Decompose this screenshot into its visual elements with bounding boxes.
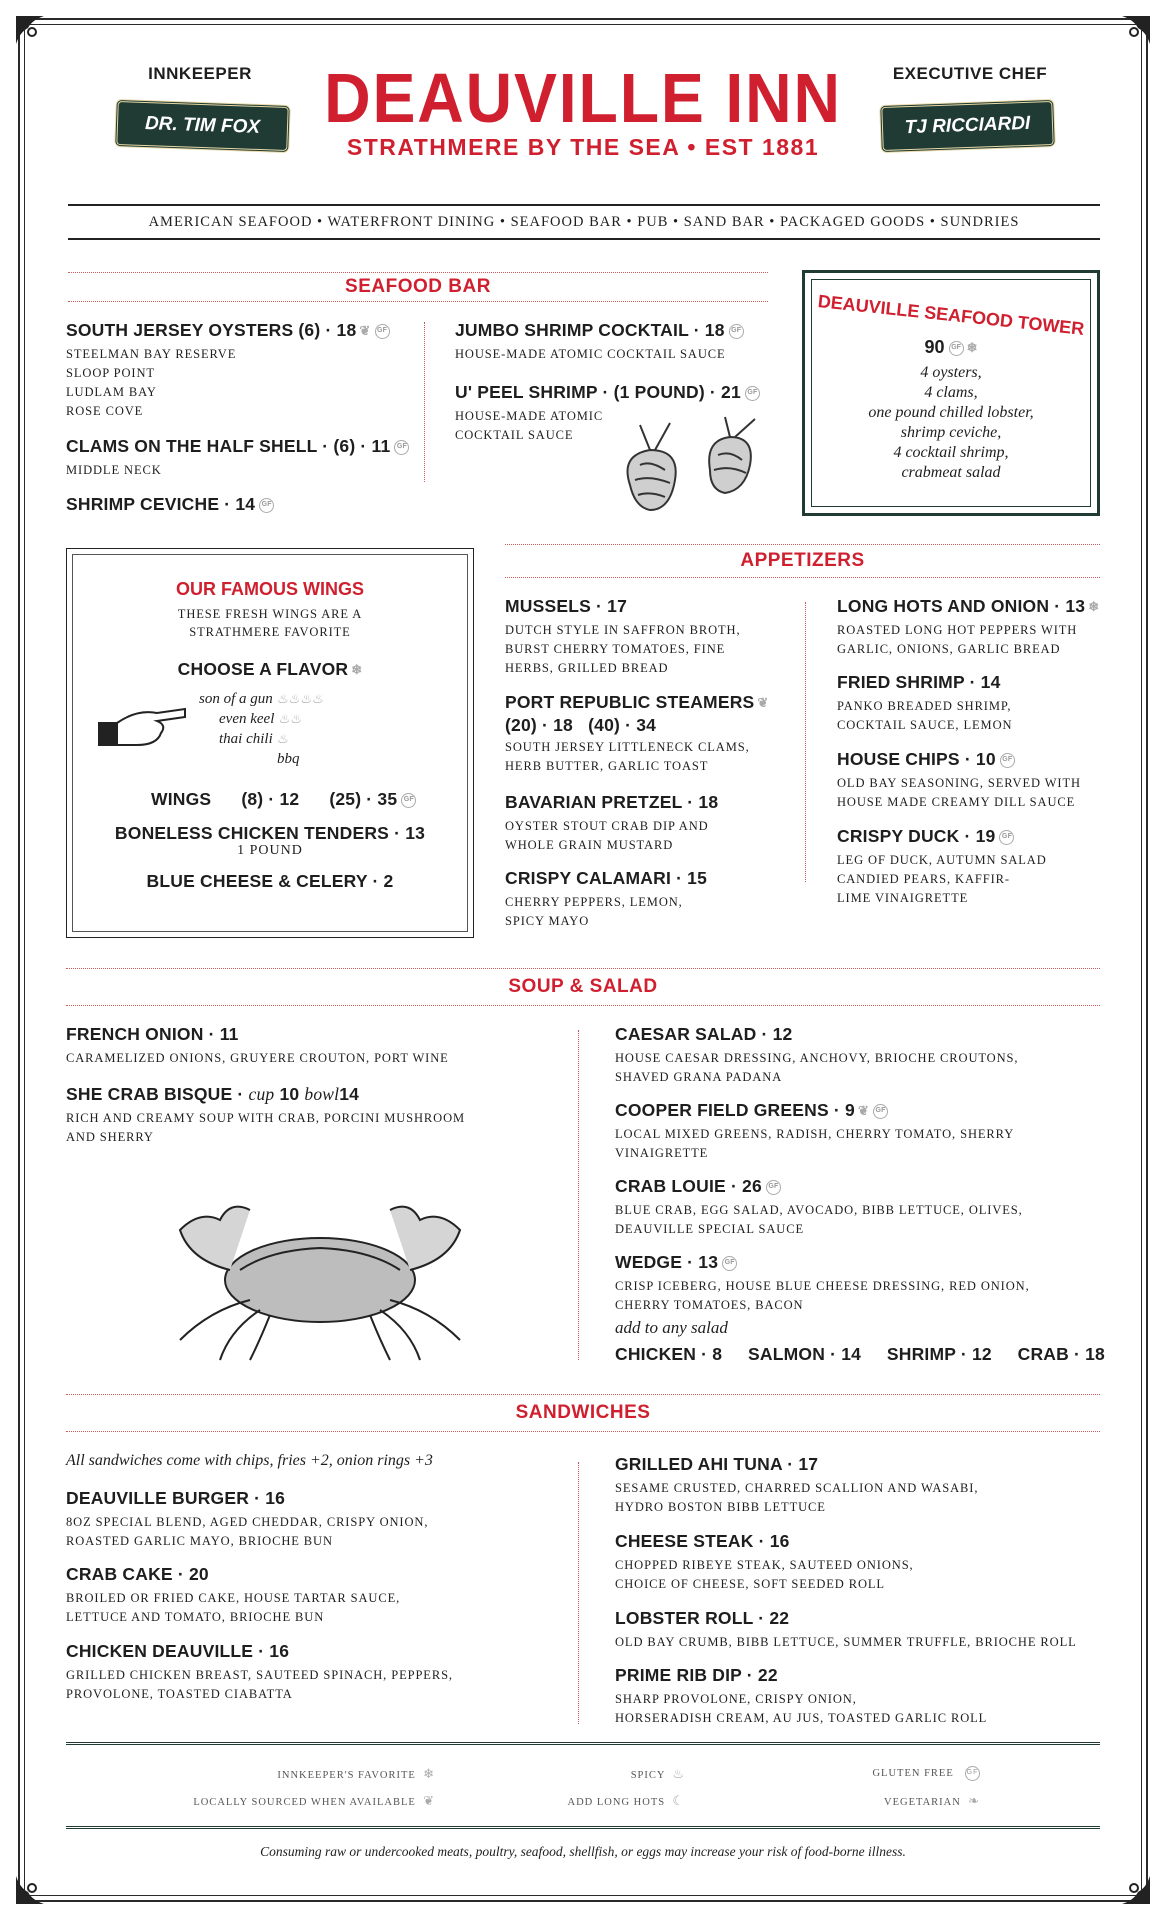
item-title: SHE CRAB BISQUE · [66, 1084, 244, 1104]
item-description: BROILED OR FRIED CAKE, HOUSE TARTAR SAUCE, [66, 1591, 401, 1605]
item-title: CHEESE STEAK · 16 [615, 1531, 790, 1551]
item-title: U' PEEL SHRIMP · (1 POUND) · 21 [455, 382, 741, 402]
oyster-variety: SLOOP POINT [66, 366, 155, 380]
legend-divider-top [66, 1742, 1100, 1745]
cup-price: 10 [279, 1084, 300, 1104]
menu-item-ahi-tuna [615, 1454, 1105, 1517]
menu-item-greens [615, 1100, 1105, 1163]
menu-item-crab-cake [66, 1564, 566, 1627]
crab-illustration [160, 1170, 480, 1370]
item-title: SOUTH JERSEY OYSTERS (6) · 18 [66, 320, 357, 340]
menu-item-oysters [66, 320, 426, 421]
pointing-hand-icon [97, 689, 187, 759]
item-description: HOUSE-MADE ATOMIC COCKTAIL SAUCE [455, 347, 726, 361]
choose-flavor-label: CHOOSE A FLAVOR [177, 659, 349, 679]
item-description: GARLIC, ONIONS, GARLIC BREAD [837, 642, 1061, 656]
menu-item-she-crab-bisque [66, 1084, 566, 1147]
menu-item-cheese-steak [615, 1531, 1105, 1594]
sandwich-note: All sandwiches come with chips, fries +2, onion rings +3 [66, 1452, 433, 1469]
item-title: CHICKEN DEAUVILLE · 16 [66, 1641, 290, 1661]
tower-line: 4 cocktail shrimp, [893, 444, 1009, 461]
wings-price-large: (25) · 35 [329, 789, 398, 809]
item-title: SHRIMP CEVICHE · 14 [66, 494, 256, 514]
item-description: 8OZ SPECIAL BLEND, AGED CHEDDAR, CRISPY ONION, [66, 1515, 429, 1529]
chef-label: EXECUTIVE CHEF [892, 64, 1048, 83]
item-description: LOCAL MIXED GREENS, RADISH, CHERRY TOMATO, SHERRY [615, 1127, 1015, 1141]
item-description: COCKTAIL SAUCE [455, 428, 574, 442]
item-description: LEG OF DUCK, AUTUMN SALAD [837, 853, 1047, 867]
item-title: CRISPY DUCK · 19 [837, 826, 996, 846]
legend-local-label: LOCALLY SOURCED WHEN AVAILABLE [193, 1797, 416, 1808]
legend-long-hots-label: ADD LONG HOTS [567, 1797, 666, 1808]
item-title: CLAMS ON THE HALF SHELL · (6) · 11 [66, 436, 391, 456]
menu-item-crispy-duck [837, 826, 1105, 908]
menu-item-lobster-roll [615, 1608, 1105, 1652]
add-to-salad-note: add to any salad [615, 1318, 728, 1337]
item-title: BAVARIAN PRETZEL · 18 [505, 792, 719, 812]
item-description: ROASTED LONG HOT PEPPERS WITH [837, 623, 1078, 637]
item-price: (20) · 18 (40) · 34 [505, 715, 657, 735]
tower-card [802, 270, 1100, 516]
menu-item-prime-rib [615, 1665, 1105, 1728]
wings-flavor: even keel [219, 711, 275, 727]
item-description: DUTCH STYLE IN SAFFRON BROTH, [505, 623, 741, 637]
item-description: CHOICE OF CHEESE, SOFT SEEDED ROLL [615, 1577, 885, 1591]
tower-line: crabmeat salad [901, 464, 1001, 481]
menu-item-crab-louie [615, 1176, 1105, 1239]
item-description: BURST CHERRY TOMATOES, FINE [505, 642, 726, 656]
snowflake-icon: ❄ [1088, 599, 1100, 615]
gluten-free-icon: GF [745, 386, 760, 401]
section-heading-soup-salad: SOUP & SALAD [66, 968, 1100, 1006]
corner-ornament-icon [14, 1862, 58, 1906]
long-hot-icon: ☾ [672, 1793, 685, 1808]
item-title: FRENCH ONION · 11 [66, 1024, 239, 1044]
gluten-free-icon: GF [766, 1180, 781, 1195]
pepper-icon: ♨♨ [278, 711, 302, 726]
bowl-price: 14 [339, 1084, 360, 1104]
item-description: AND SHERRY [66, 1130, 154, 1144]
snowflake-icon: ❄ [351, 662, 363, 678]
gluten-free-icon: GF [873, 1104, 888, 1119]
menu-item-wedge [615, 1252, 1105, 1315]
tower-price: 90 [924, 337, 945, 357]
item-description: BLUE CRAB, EGG SALAD, AVOCADO, BIBB LETTUCE, OLIVES, [615, 1203, 1023, 1217]
snowflake-icon: ❄ [966, 340, 978, 356]
menu-item-mussels [505, 596, 795, 678]
item-title: CAESAR SALAD · 12 [615, 1024, 793, 1044]
item-description: HOUSE CAESAR DRESSING, ANCHOVY, BRIOCHE CROUTONS, [615, 1051, 1019, 1065]
item-description: HERBS, GRILLED BREAD [505, 661, 669, 675]
new-jersey-icon: ❦ [359, 323, 371, 339]
item-description: SPICY MAYO [505, 914, 590, 928]
gluten-free-icon: GF [259, 498, 274, 513]
pepper-icon: ♨ [276, 731, 289, 746]
item-title: FRIED SHRIMP · 14 [837, 672, 1001, 692]
item-description: CHERRY PEPPERS, LEMON, [505, 895, 683, 909]
item-description: PROVOLONE, TOASTED CIABATTA [66, 1687, 293, 1701]
item-description: SESAME CRUSTED, CHARRED SCALLION AND WASABI, [615, 1481, 979, 1495]
innkeeper-label: INNKEEPER [148, 64, 252, 83]
celery-title: BLUE CHEESE & CELERY · 2 [146, 871, 394, 891]
salad-add-on: CRAB · 18 [1017, 1344, 1105, 1364]
menu-item-caesar [615, 1024, 1105, 1087]
item-title: GRILLED AHI TUNA · 17 [615, 1454, 819, 1474]
item-description: LETTUCE AND TOMATO, BRIOCHE BUN [66, 1610, 325, 1624]
gluten-free-icon: GF [949, 341, 964, 356]
item-description: RICH AND CREAMY SOUP WITH CRAB, PORCINI MUSHROOM [66, 1111, 466, 1125]
column-divider [805, 602, 806, 882]
menu-item-french-onion [66, 1024, 566, 1068]
item-description: CHERRY TOMATOES, BACON [615, 1298, 804, 1312]
item-title: DEAUVILLE BURGER · 16 [66, 1488, 286, 1508]
wings-flavor: son of a gun [199, 691, 273, 707]
item-description: CARAMELIZED ONIONS, GRUYERE CROUTON, PORT WINE [66, 1051, 449, 1065]
menu-item-pretzel [505, 792, 795, 855]
snowflake-icon: ❄ [423, 1766, 435, 1781]
wings-card [66, 548, 474, 938]
tower-line: one pound chilled lobster, [868, 404, 1034, 421]
gluten-free-icon: GF [394, 440, 409, 455]
tower-line: shrimp ceviche, [900, 424, 1002, 441]
item-description: CANDIED PEARS, KAFFIR- [837, 872, 1010, 886]
item-description: ROASTED GARLIC MAYO, BRIOCHE BUN [66, 1534, 333, 1548]
chef-banner: TJ RICCIARDI [879, 99, 1056, 153]
item-title: PRIME RIB DIP · 22 [615, 1665, 778, 1685]
gluten-free-icon: GF [965, 1766, 980, 1781]
corner-ornament-icon [1108, 14, 1152, 58]
legend-spicy-label: SPICY [630, 1770, 666, 1781]
menu-item-fried-shrimp [837, 672, 1105, 735]
item-description: VINAIGRETTE [615, 1146, 709, 1160]
wings-intro: STRATHMERE FAVORITE [189, 625, 351, 639]
oyster-variety: ROSE COVE [66, 404, 144, 418]
pepper-icon: ♨♨♨♨ [276, 691, 324, 706]
tenders-title: BONELESS CHICKEN TENDERS · 13 [114, 823, 426, 843]
item-description: OLD BAY SEASONING, SERVED WITH [837, 776, 1081, 790]
salad-add-on: SHRIMP · 12 [886, 1344, 992, 1364]
item-description: CHOPPED RIBEYE STEAK, SAUTEED ONIONS, [615, 1558, 914, 1572]
legend-divider-bottom [66, 1826, 1100, 1829]
section-heading-appetizers: APPETIZERS [505, 544, 1100, 578]
item-title: LOBSTER ROLL · 22 [615, 1608, 790, 1628]
item-description: OLD BAY CRUMB, BIBB LETTUCE, SUMMER TRUFFLE, BRIOCHE ROLL [615, 1635, 1077, 1649]
tower-line: 4 clams, [924, 384, 978, 401]
item-title: CRAB CAKE · 20 [66, 1564, 209, 1584]
shrimp-illustration [610, 415, 770, 525]
item-title: LONG HOTS AND ONION · 13 [837, 596, 1086, 616]
new-jersey-icon: ❦ [423, 1793, 435, 1808]
tower-title: DEAUVILLE SEAFOOD TOWER [816, 291, 1086, 339]
gluten-free-icon: GF [1000, 753, 1015, 768]
item-title: COOPER FIELD GREENS · 9 [615, 1100, 855, 1120]
menu-item-long-hots [837, 596, 1105, 659]
gluten-free-icon: GF [999, 830, 1014, 845]
new-jersey-icon: ❦ [857, 1103, 870, 1119]
tenders-note: 1 POUND [237, 843, 303, 858]
menu-item-shrimp-cocktail [455, 320, 775, 364]
item-description: OYSTER STOUT CRAB DIP AND [505, 819, 709, 833]
section-heading-sandwiches: SANDWICHES [66, 1394, 1100, 1432]
leaf-icon: ❧ [968, 1793, 980, 1808]
gluten-free-icon: GF [401, 793, 416, 808]
item-description: HOUSE MADE CREAMY DILL SAUCE [837, 795, 1076, 809]
wings-label: WINGS [151, 789, 212, 809]
menu-item-chicken-deauville [66, 1641, 566, 1704]
menu-item-house-chips [837, 749, 1105, 812]
legend-vegetarian-label: VEGETARIAN [884, 1797, 961, 1808]
wings-heading: OUR FAMOUS WINGS [176, 579, 364, 599]
gluten-free-icon: GF [375, 324, 390, 339]
pepper-icon: ♨ [672, 1766, 685, 1781]
salad-add-on: CHICKEN · 8 [615, 1344, 723, 1364]
section-heading-seafood-bar: SEAFOOD BAR [68, 272, 768, 302]
wings-price-small: (8) · 12 [241, 789, 300, 809]
item-title: PORT REPUBLIC STEAMERS [505, 692, 755, 712]
gluten-free-icon: GF [729, 324, 744, 339]
item-title: CRAB LOUIE · 26 [615, 1176, 762, 1196]
new-jersey-icon: ❦ [757, 695, 769, 711]
item-title: HOUSE CHIPS · 10 [837, 749, 996, 769]
item-description: PANKO BREADED SHRIMP, [837, 699, 1012, 713]
legend-gluten-free-label: GLUTEN FREE [872, 1767, 954, 1779]
menu-item-clams [66, 436, 426, 480]
item-description: HERB BUTTER, GARLIC TOAST [505, 759, 709, 773]
menu-item-burger [66, 1488, 566, 1551]
item-description: HYDRO BOSTON BIBB LETTUCE [615, 1500, 826, 1514]
column-divider [578, 1030, 579, 1360]
corner-ornament-icon [1108, 1862, 1152, 1906]
column-divider [424, 322, 425, 482]
bowl-label: bowl [304, 1084, 340, 1104]
innkeeper-banner: DR. TIM FOX [114, 99, 291, 153]
oyster-variety: LUDLAM BAY [66, 385, 157, 399]
item-description: HORSERADISH CREAM, AU JUS, TOASTED GARLIC ROLL [615, 1711, 988, 1725]
health-warning: Consuming raw or undercooked meats, poultry, seafood, shellfish, or eggs may increase your risk of food-borne illness. [260, 1844, 906, 1859]
menu-item-steamers [505, 692, 795, 776]
item-title: MUSSELS · 17 [505, 596, 628, 616]
column-divider [578, 1462, 579, 1724]
wings-flavor: bbq [277, 751, 300, 767]
menu-item-ceviche [66, 494, 426, 515]
corner-ornament-icon [14, 14, 58, 58]
item-description: SHARP PROVOLONE, CRISPY ONION, [615, 1692, 857, 1706]
tagline-bar: AMERICAN SEAFOOD • WATERFRONT DINING • SEAFOOD BAR • PUB • SAND BAR • PACKAGED GOODS • SUNDRIES [68, 204, 1100, 240]
item-description: HOUSE-MADE ATOMIC [455, 409, 604, 423]
gluten-free-icon: GF [722, 1256, 737, 1271]
oyster-variety: STEELMAN BAY RESERVE [66, 347, 237, 361]
salad-add-on: SALMON · 14 [748, 1344, 862, 1364]
item-title: CRISPY CALAMARI · 15 [505, 868, 708, 888]
item-description: GRILLED CHICKEN BREAST, SAUTEED SPINACH, PEPPERS, [66, 1668, 453, 1682]
menu-item-calamari [505, 868, 795, 931]
wings-intro: THESE FRESH WINGS ARE A [177, 607, 363, 621]
item-description: LIME VINAIGRETTE [837, 891, 969, 905]
cup-label: cup [248, 1084, 275, 1104]
item-description: SOUTH JERSEY LITTLENECK CLAMS, [505, 740, 750, 754]
item-description: WHOLE GRAIN MUSTARD [505, 838, 674, 852]
page-title: DEAUVILLE INN [324, 59, 842, 137]
item-title: WEDGE · 13 [615, 1252, 719, 1272]
item-description: SHAVED GRANA PADANA [615, 1070, 783, 1084]
item-description: COCKTAIL SAUCE, LEMON [837, 718, 1013, 732]
wings-flavor: thai chili [219, 731, 273, 747]
page-subtitle: STRATHMERE BY THE SEA • EST 1881 [346, 134, 820, 160]
legend-favorite-label: INNKEEPER'S FAVORITE [277, 1770, 416, 1781]
tower-line: 4 oysters, [920, 364, 982, 381]
item-description: CRISP ICEBERG, HOUSE BLUE CHEESE DRESSING, RED ONION, [615, 1279, 1030, 1293]
item-description: MIDDLE NECK [66, 463, 162, 477]
item-title: JUMBO SHRIMP COCKTAIL · 18 [455, 320, 725, 340]
item-description: DEAUVILLE SPECIAL SAUCE [615, 1222, 804, 1236]
